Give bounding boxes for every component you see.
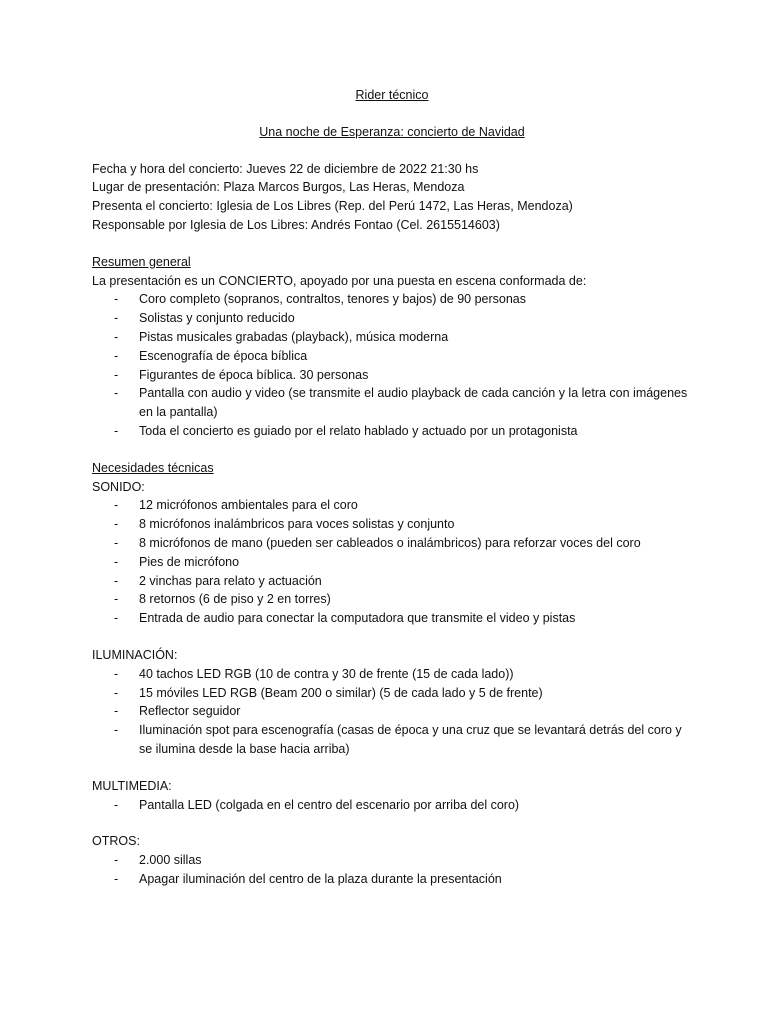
info-presenter: [92, 197, 692, 216]
info-date: [92, 160, 692, 179]
info-presenter-value: Iglesia de Los Libres (Rep. del Perú 1472, Las Heras, Mendoza): [212, 199, 573, 214]
list-item: [92, 796, 692, 815]
dash-bullet: -: [114, 797, 119, 812]
list-item-text: 8 micrófonos de mano (pueden ser cableados o inalámbricos) para reforzar voces del coro: [139, 535, 641, 550]
list-item: [92, 684, 692, 703]
dash-bullet: -: [114, 386, 119, 401]
multimedia-list: [92, 796, 692, 815]
list-item: [92, 347, 692, 366]
list-item: [92, 384, 692, 422]
list-item: [92, 496, 692, 515]
list-item: [92, 590, 692, 609]
document-page: [92, 86, 692, 889]
list-item-text: 8 micrófonos inalámbricos para voces solistas y conjunto: [139, 517, 455, 532]
list-item-text: Pistas musicales grabadas (playback), música moderna: [139, 329, 449, 344]
event-info: [92, 160, 692, 235]
list-item-text: 8 retornos (6 de piso y 2 en torres): [139, 592, 331, 607]
list-item: [92, 665, 692, 684]
document-title: Rider técnico: [355, 88, 429, 102]
dash-bullet: -: [114, 611, 119, 626]
list-item-text: Pies de micrófono: [139, 554, 240, 569]
other-heading: OTROS:: [92, 834, 140, 849]
dash-bullet: -: [114, 573, 119, 588]
list-item: [92, 851, 692, 870]
dash-bullet: -: [114, 723, 119, 738]
technical-needs-heading: Necesidades técnicas: [92, 460, 214, 475]
dash-bullet: -: [114, 348, 119, 363]
multimedia-heading: MULTIMEDIA:: [92, 778, 172, 793]
list-item: [92, 534, 692, 553]
list-item: [92, 572, 692, 591]
summary-list: [92, 290, 692, 440]
dash-bullet: -: [114, 517, 119, 532]
technical-needs-section: [92, 459, 692, 628]
summary-section: [92, 253, 692, 441]
sound-heading: SONIDO:: [92, 479, 145, 494]
dash-bullet: -: [114, 554, 119, 569]
info-date-value: Jueves 22 de diciembre de 2022 21:30 hs: [242, 161, 479, 176]
list-item-text: 2 vinchas para relato y actuación: [139, 573, 322, 588]
other-section: [92, 832, 692, 888]
dash-bullet: -: [114, 535, 119, 550]
info-place-value: Plaza Marcos Burgos, Las Heras, Mendoza: [219, 180, 465, 195]
info-responsible-label: Responsable por Iglesia de Los Libres:: [92, 217, 309, 232]
dash-bullet: -: [114, 871, 119, 886]
summary-heading: Resumen general: [92, 254, 191, 269]
sound-list: [92, 496, 692, 628]
info-place-label: Lugar de presentación:: [92, 180, 220, 195]
list-item-text: Pantalla LED (colgada en el centro del escenario por arriba del coro): [139, 797, 520, 812]
list-item-text: Escenografía de época bíblica: [139, 348, 308, 363]
dash-bullet: -: [114, 311, 119, 326]
lighting-heading: ILUMINACIÓN:: [92, 647, 178, 662]
other-list: [92, 851, 692, 889]
info-place: [92, 178, 692, 197]
dash-bullet: -: [114, 853, 119, 868]
dash-bullet: -: [114, 592, 119, 607]
list-item: [92, 553, 692, 572]
list-item-text: Entrada de audio para conectar la computadora que transmite el video y pistas: [139, 611, 576, 626]
list-item-text: Figurantes de época bíblica. 30 personas: [139, 367, 369, 382]
dash-bullet: -: [114, 666, 119, 681]
list-item-text: 12 micrófonos ambientales para el coro: [139, 498, 358, 513]
dash-bullet: -: [114, 704, 119, 719]
list-item: [92, 609, 692, 628]
list-item-text: 40 tachos LED RGB (10 de contra y 30 de frente (15 de cada lado)): [139, 666, 514, 681]
list-item-text: Reflector seguidor: [139, 704, 241, 719]
summary-intro: La presentación es un CONCIERTO, apoyado por una puesta en escena conformada de:: [92, 273, 587, 288]
document-subtitle: Una noche de Esperanza: concierto de Navidad: [259, 124, 525, 139]
dash-bullet: -: [114, 367, 119, 382]
list-item: [92, 721, 692, 759]
dash-bullet: -: [114, 423, 119, 438]
lighting-list: [92, 665, 692, 759]
dash-bullet: -: [114, 685, 119, 700]
list-item: [92, 422, 692, 441]
dash-bullet: -: [114, 329, 119, 344]
list-item: [92, 328, 692, 347]
info-date-label: Fecha y hora del concierto:: [92, 161, 243, 176]
list-item-text: 2.000 sillas: [139, 853, 202, 868]
list-item-text: 15 móviles LED RGB (Beam 200 o similar) (5 de cada lado y 5 de frente): [139, 685, 543, 700]
info-responsible: [92, 216, 692, 235]
multimedia-section: [92, 777, 692, 815]
list-item: [92, 366, 692, 385]
list-item-text: Coro completo (sopranos, contraltos, tenores y bajos) de 90 personas: [139, 292, 527, 307]
list-item-text: Apagar iluminación del centro de la plaza durante la presentación: [139, 871, 502, 886]
list-item: [92, 515, 692, 534]
list-item: [92, 309, 692, 328]
dash-bullet: -: [114, 292, 119, 307]
list-item-text: Toda el concierto es guiado por el relato hablado y actuado por un protagonista: [139, 423, 578, 438]
list-item: [92, 702, 692, 721]
lighting-section: [92, 646, 692, 759]
dash-bullet: -: [114, 498, 119, 513]
list-item-text: Pantalla con audio y video (se transmite el audio playback de cada canción y la letra con imágenes en la pantalla): [139, 386, 688, 420]
list-item-text: Iluminación spot para escenografía (casas de época y una cruz que se levantará detrás del coro y se ilumina desde la base hacia arriba): [139, 723, 682, 756]
list-item-text: Solistas y conjunto reducido: [139, 311, 295, 326]
info-presenter-label: Presenta el concierto:: [92, 199, 213, 214]
info-responsible-value: Andrés Fontao (Cel. 2615514603): [308, 217, 500, 232]
list-item: [92, 870, 692, 889]
list-item: [92, 290, 692, 309]
